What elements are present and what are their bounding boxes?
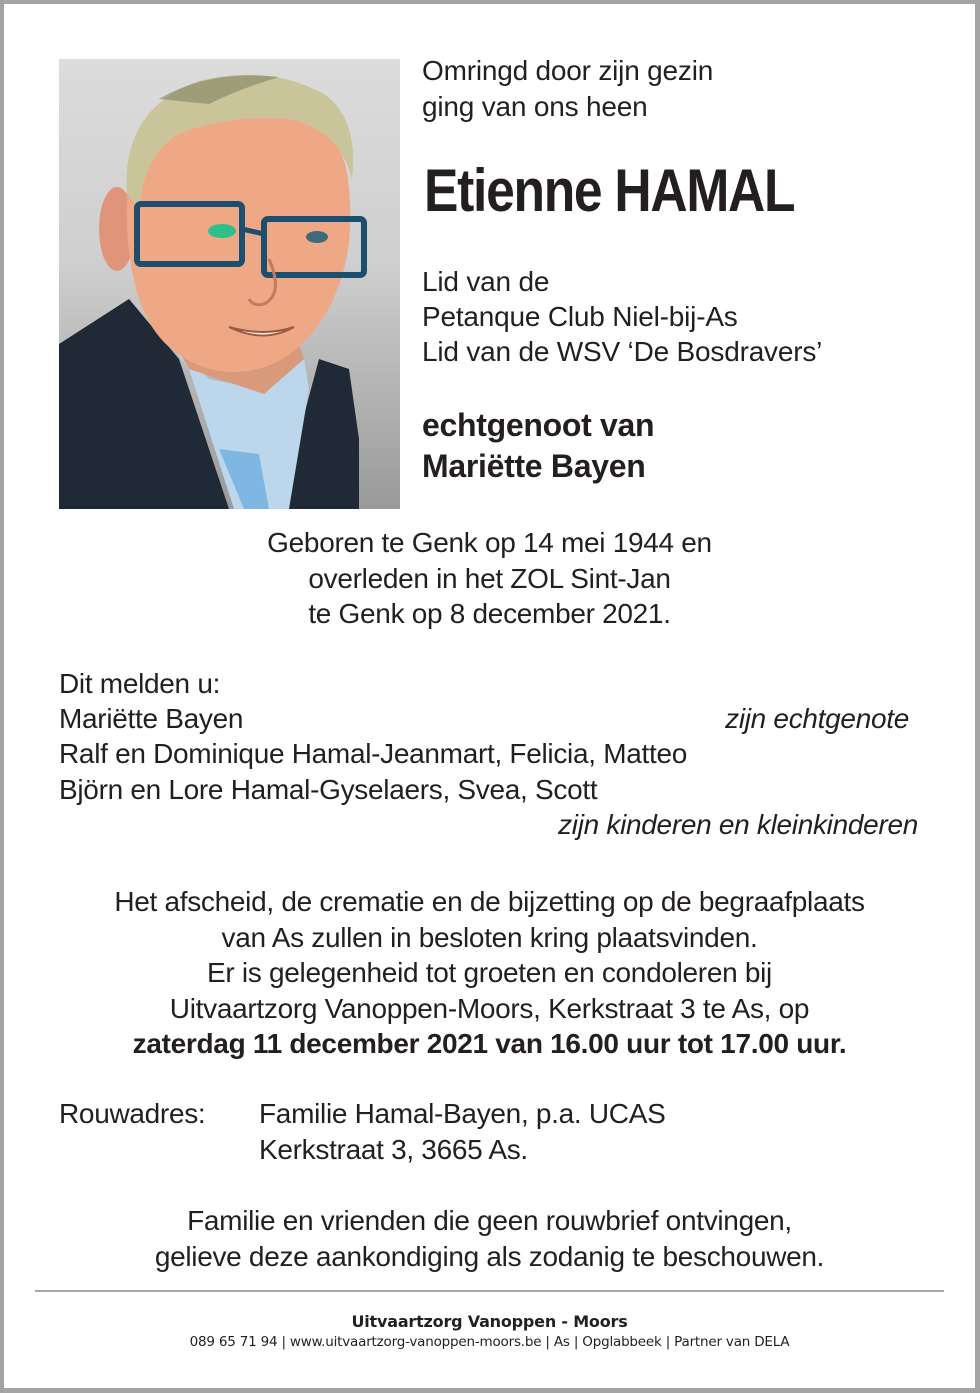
membership-line-3: Lid van de WSV ‘De Bosdravers’ [422,336,823,367]
portrait-illustration-icon [59,59,400,509]
birth-death-line-1: Geboren te Genk op 14 mei 1944 en [267,527,712,558]
portrait-photo [59,59,400,509]
footer-company: Uitvaartzorg Vanoppen - Moors [351,1312,628,1331]
mourning-address-label: Rouwadres: [59,1098,206,1129]
deceased-name: Etienne HAMAL [424,157,795,224]
birth-death-line-3: te Genk op 8 december 2021. [308,598,671,629]
birth-death-line-2: overleden in het ZOL Sint-Jan [308,562,671,594]
mourning-address-line-2: Kerkstraat 3, 3665 As. [259,1134,528,1165]
closing-line-2: gelieve deze aankondiging als zodanig te beschouwen. [154,1240,825,1272]
birth-death-block [4,525,975,632]
ceremony-line-2: van As zullen in besloten kring plaatsvinden. [221,921,758,953]
intro-line-2: ging van ons heen [422,91,648,122]
announced-spouse-name: Mariëtte Bayen [59,703,244,734]
mourning-address-line-1: Familie Hamal-Bayen, p.a. UCAS [259,1098,666,1129]
ceremony-line-3: Er is gelegenheid tot groeten en condoleren bij [207,957,772,988]
footer-divider [35,1290,944,1292]
footer-contact: 089 65 71 94 | www.uitvaartzorg-vanoppen-moors.be | As | Opglabbeek | Partner van DELA [189,1334,790,1350]
ceremony-line-4: Uitvaartzorg Vanoppen-Moors, Kerkstraat 3 te As, op [169,992,810,1024]
intro-line-1: Omringd door zijn gezin [422,55,714,86]
announced-heading: Dit melden u: [59,668,221,699]
announced-child-1: Ralf en Dominique Hamal-Jeanmart, Felicia, Matteo [59,738,688,769]
membership-line-1: Lid van de [422,266,550,297]
closing-line-1: Familie en vrienden die geen rouwbrief ontvingen, [187,1205,792,1236]
spouse-label: echtgenoot van [422,407,655,443]
membership-line-2: Petanque Club Niel-bij-As [422,301,738,332]
announced-spouse-relation: zijn echtgenote [725,703,909,734]
ceremony-line-1: Het afscheid, de crematie en de bijzetting op de begraafplaats [114,886,865,917]
announced-children-relation: zijn kinderen en kleinkinderen [558,809,918,840]
ceremony-date: zaterdag 11 december 2021 van 16.00 uur tot 17.00 uur. [132,1028,847,1059]
obituary-card [4,4,975,1388]
spouse-name: Mariëtte Bayen [422,448,646,484]
closing-block [4,1203,975,1274]
announced-child-2: Björn en Lore Hamal-Gyselaers, Svea, Scott [59,774,598,805]
ceremony-block [4,884,975,1062]
